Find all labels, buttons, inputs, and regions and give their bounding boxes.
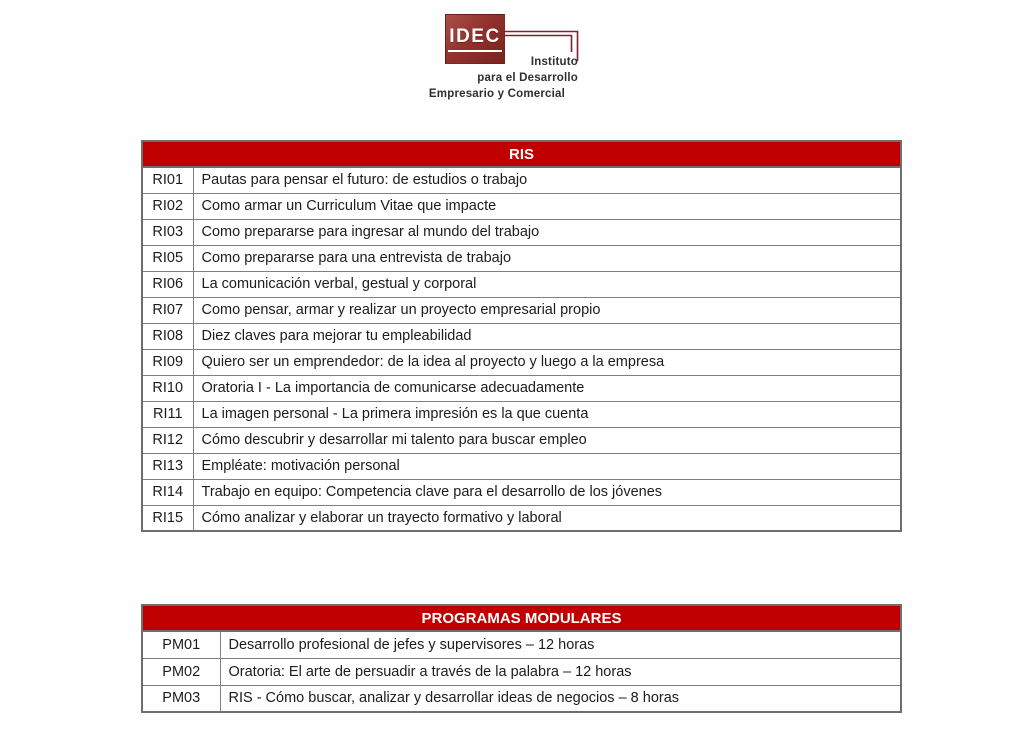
table-row: [142, 193, 901, 219]
table-row: [142, 685, 901, 712]
course-code-cell: PM03: [142, 685, 220, 712]
ris-table-body: [142, 167, 901, 531]
course-code-cell: RI13: [142, 453, 193, 479]
course-title-cell: Trabajo en equipo: Competencia clave para el desarrollo de los jóvenes: [193, 479, 901, 505]
logo-subtitle-line: Empresario y Comercial: [428, 88, 565, 100]
programas-modulares-table: [141, 604, 902, 713]
course-code-cell: RI06: [142, 271, 193, 297]
course-title-cell: Oratoria I - La importancia de comunicarse adecuadamente: [193, 375, 901, 401]
course-title-cell: Diez claves para mejorar tu empleabilidad: [193, 323, 901, 349]
course-code-cell: RI05: [142, 245, 193, 271]
table-row: [142, 453, 901, 479]
course-title-cell: Oratoria: El arte de persuadir a través de la palabra – 12 horas: [220, 658, 901, 685]
course-title-cell: Como armar un Curriculum Vitae que impacte: [193, 193, 901, 219]
course-title-cell: Cómo analizar y elaborar un trayecto formativo y laboral: [193, 505, 901, 531]
course-title-cell: La comunicación verbal, gestual y corporal: [193, 271, 901, 297]
table-row: [142, 505, 901, 531]
table-row: [142, 658, 901, 685]
course-title-cell: Empléate: motivación personal: [193, 453, 901, 479]
course-code-cell: RI15: [142, 505, 193, 531]
idec-logo-acronym: IDEC: [448, 26, 501, 52]
course-title-cell: RIS - Cómo buscar, analizar y desarrollar ideas de negocios – 8 horas: [220, 685, 901, 712]
course-title-cell: Como prepararse para ingresar al mundo del trabajo: [193, 219, 901, 245]
course-code-cell: PM02: [142, 658, 220, 685]
course-title-cell: Como prepararse para una entrevista de trabajo: [193, 245, 901, 271]
course-title-cell: Desarrollo profesional de jefes y supervisores – 12 horas: [220, 631, 901, 658]
course-code-cell: RI10: [142, 375, 193, 401]
table-row: [142, 401, 901, 427]
course-code-cell: RI14: [142, 479, 193, 505]
table-row: [142, 167, 901, 193]
programas-modulares-header-row: [142, 605, 901, 631]
course-code-cell: RI01: [142, 167, 193, 193]
logo-subtitle: [398, 54, 578, 102]
table-row: [142, 349, 901, 375]
programas-modulares-body: [142, 631, 901, 712]
table-row: [142, 219, 901, 245]
ris-table: [141, 140, 902, 532]
table-row: [142, 631, 901, 658]
course-code-cell: PM01: [142, 631, 220, 658]
ris-table-header-row: [142, 141, 901, 167]
course-code-cell: RI03: [142, 219, 193, 245]
course-title-cell: Como pensar, armar y realizar un proyecto empresarial propio: [193, 297, 901, 323]
table-row: [142, 427, 901, 453]
course-title-cell: Pautas para pensar el futuro: de estudios o trabajo: [193, 167, 901, 193]
course-code-cell: RI02: [142, 193, 193, 219]
course-title-cell: La imagen personal - La primera impresión es la que cuenta: [193, 401, 901, 427]
table-row: [142, 375, 901, 401]
course-title-cell: Quiero ser un emprendedor: de la idea al proyecto y luego a la empresa: [193, 349, 901, 375]
logo-subtitle-line: para el Desarrollo: [477, 72, 578, 84]
table-row: [142, 297, 901, 323]
table-row: [142, 323, 901, 349]
course-code-cell: RI11: [142, 401, 193, 427]
table-row: [142, 479, 901, 505]
course-code-cell: RI09: [142, 349, 193, 375]
course-code-cell: RI07: [142, 297, 193, 323]
logo-subtitle-line: Instituto: [530, 56, 578, 68]
table-row: [142, 271, 901, 297]
course-title-cell: Cómo descubrir y desarrollar mi talento para buscar empleo: [193, 427, 901, 453]
programas-modulares-title: PROGRAMAS MODULARES: [142, 605, 901, 631]
table-row: [142, 245, 901, 271]
course-code-cell: RI12: [142, 427, 193, 453]
course-code-cell: RI08: [142, 323, 193, 349]
ris-table-title: RIS: [142, 141, 901, 167]
